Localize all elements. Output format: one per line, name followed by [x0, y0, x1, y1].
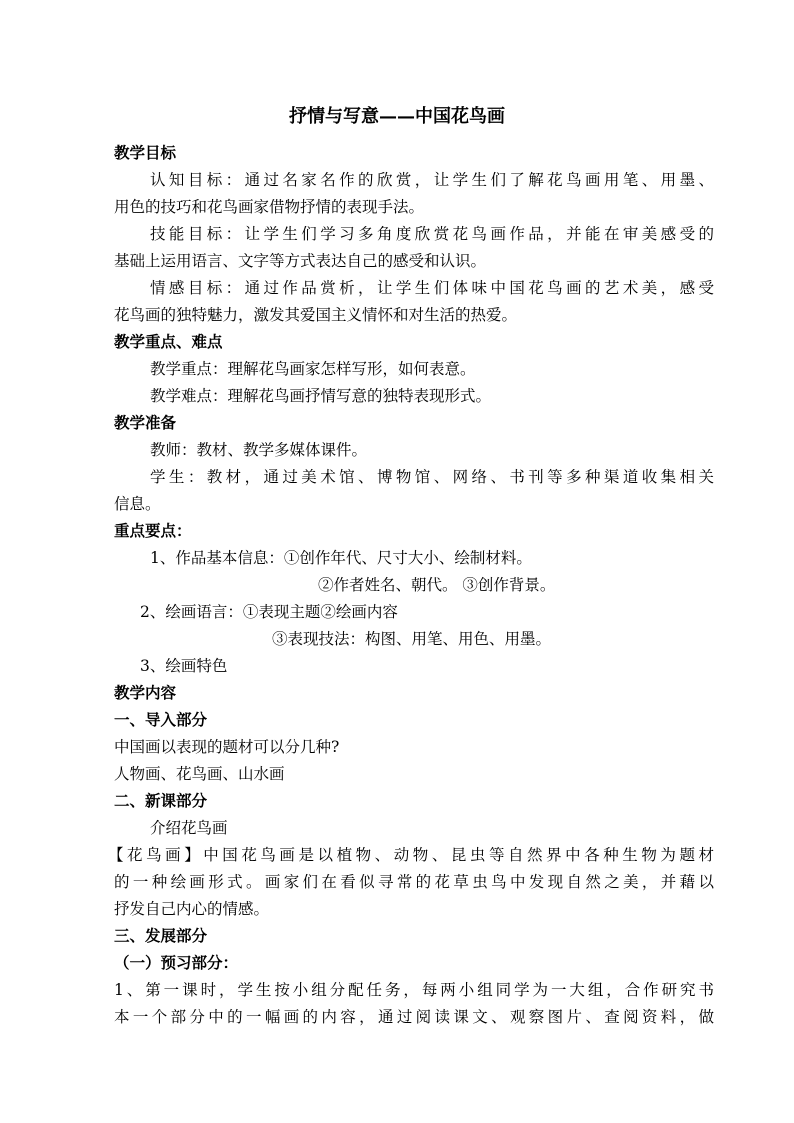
heading-subsection-1: （一）预习部分： — [114, 953, 239, 972]
heading-section-1: 一、导入部分 — [114, 710, 208, 729]
paragraph-line: 抒发自己内心的情感。 — [114, 900, 270, 918]
paragraph-line: 介绍花鸟画 — [150, 819, 228, 837]
paragraph-line: 教师：教材、教学多媒体课件。 — [150, 441, 368, 459]
paragraph-line: 教学难点：理解花鸟画抒情写意的独特表现形式。 — [150, 387, 492, 405]
heading-section-2: 二、新课部分 — [114, 791, 208, 810]
paragraph-line: 中国画以表现的题材可以分几种? — [114, 738, 340, 756]
heading-preparation: 教学准备 — [114, 413, 177, 432]
paragraph-line: 认知目标：通过名家名作的欣赏，让学生们了解花鸟画用笔、用墨、 — [150, 171, 714, 189]
list-item: 3、绘画特色 — [140, 657, 228, 675]
paragraph-line: 教学重点：理解花鸟画家怎样写形，如何表意。 — [150, 360, 476, 378]
paragraph-line: 【花鸟画】中国花鸟画是以植物、动物、昆虫等自然界中各种生物为题材 — [108, 846, 714, 864]
paragraph-line: 基础上运用语言、文字等方式表达自己的感受和认识。 — [114, 252, 487, 270]
paragraph-line: 花鸟画的独特魅力，激发其爱国主义情怀和对生活的热爱。 — [114, 306, 518, 324]
heading-section-3: 三、发展部分 — [114, 926, 208, 945]
paragraph-line: 人物画、花鸟画、山水画 — [114, 765, 285, 783]
paragraph-line: 1、第一课时，学生按小组分配任务，每两小组同学为一大组，合作研究书 — [114, 981, 714, 999]
paragraph-line: 用色的技巧和花鸟画家借物抒情的表现手法。 — [114, 198, 425, 216]
list-item: 1、作品基本信息：①创作年代、尺寸大小、绘制材料。 — [150, 549, 532, 567]
list-item-continuation: ②作者姓名、朝代。 ③创作背景。 — [318, 576, 556, 594]
list-item-continuation: ③表现技法：构图、用笔、用色、用墨。 — [272, 630, 552, 648]
paragraph-line: 的一种绘画形式。画家们在看似寻常的花草虫鸟中发现自然之美，并藉以 — [114, 873, 714, 891]
heading-key-points: 重点要点： — [114, 521, 192, 540]
list-item: 2、绘画语言：①表现主题②绘画内容 — [140, 603, 398, 621]
paragraph-line: 技能目标：让学生们学习多角度欣赏花鸟画作品，并能在审美感受的 — [150, 225, 714, 243]
heading-key-difficult-points: 教学重点、难点 — [114, 332, 223, 351]
heading-teaching-content: 教学内容 — [114, 683, 177, 702]
paragraph-line: 信息。 — [114, 495, 161, 513]
page-title: 抒情与写意——中国花鸟画 — [289, 106, 505, 127]
paragraph-line: 情感目标：通过作品赏析，让学生们体味中国花鸟画的艺术美，感受 — [150, 279, 714, 297]
heading-teaching-goals: 教学目标 — [114, 143, 177, 162]
paragraph-line: 学生：教材，通过美术馆、博物馆、网络、书刊等多种渠道收集相关 — [150, 468, 714, 486]
paragraph-line: 本一个部分中的一幅画的内容，通过阅读课文、观察图片、查阅资料，做 — [114, 1008, 714, 1026]
